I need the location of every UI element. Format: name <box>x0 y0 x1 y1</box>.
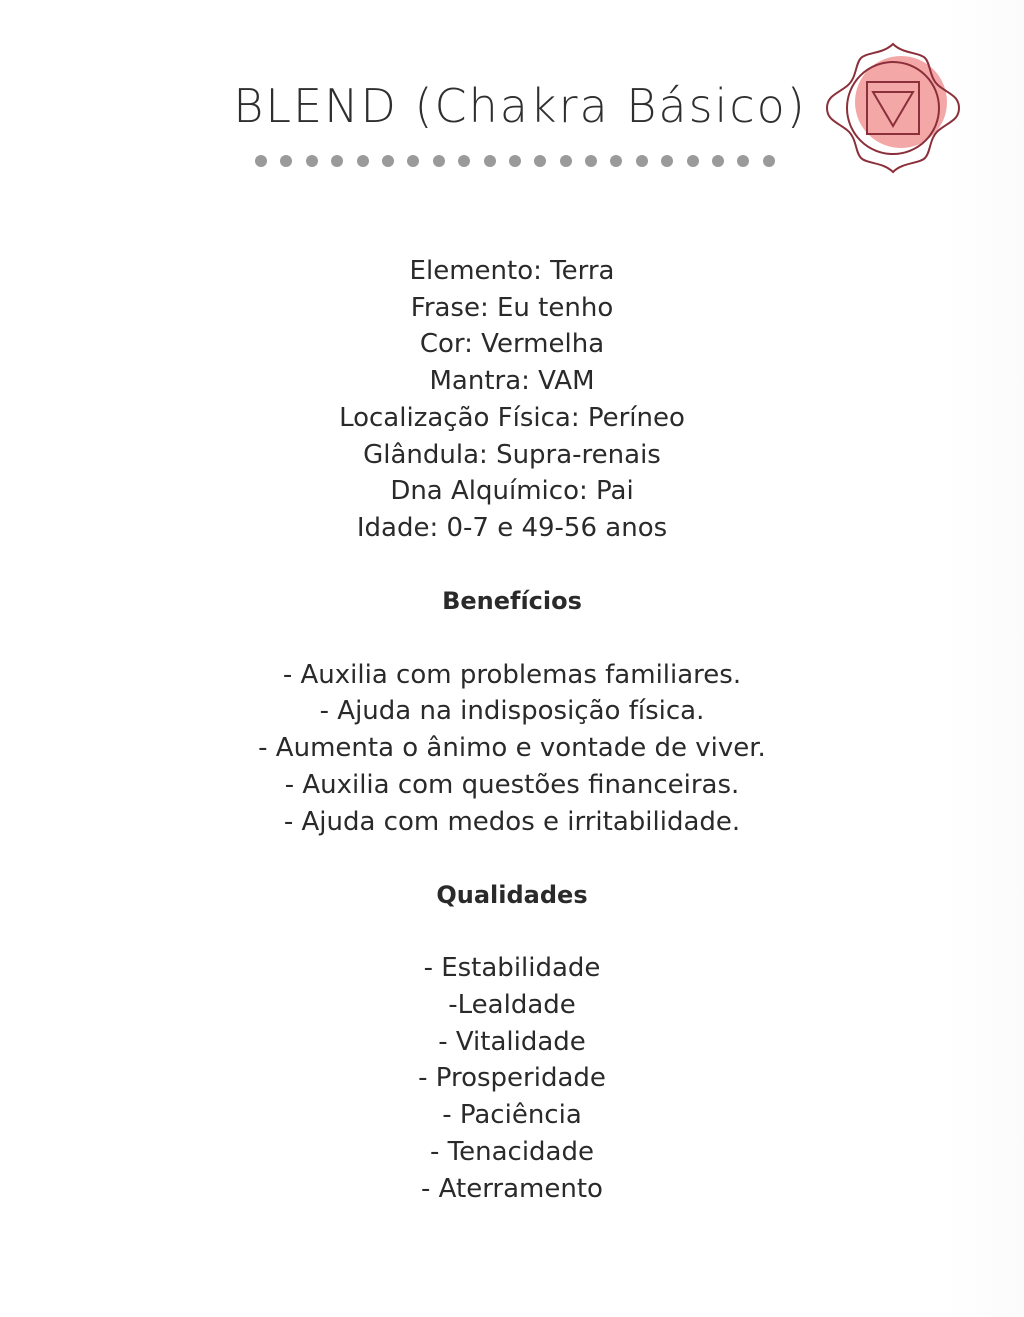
divider-dot <box>712 155 724 167</box>
info-mantra: Mantra: VAM <box>429 366 595 397</box>
root-chakra-icon <box>823 38 963 178</box>
beneficio-item: - Ajuda com medos e irritabilidade. <box>283 806 741 837</box>
divider-dot <box>484 155 496 167</box>
divider-dot <box>458 155 470 167</box>
qualidade-item: - Estabilidade <box>423 953 601 984</box>
info-dna: Dna Alquímico: Pai <box>390 476 634 507</box>
divider-dot <box>357 155 369 167</box>
divider-dot <box>560 155 572 167</box>
divider-dot <box>509 155 521 167</box>
divider-dot <box>255 155 267 167</box>
spacer <box>112 547 912 584</box>
qualidade-item: -Lealdade <box>448 990 576 1020</box>
info-elemento: Elemento: Terra <box>409 256 615 286</box>
divider-dot <box>636 155 648 167</box>
info-frase: Frase: Eu tenho <box>410 292 614 323</box>
divider-dot <box>433 155 445 167</box>
info-idade: Idade: 0-7 e 49-56 anos <box>356 512 668 543</box>
spacer <box>112 620 912 657</box>
info-glandula: Glândula: Supra-renais <box>363 439 661 470</box>
qualidade-item: - Paciência <box>442 1100 582 1131</box>
divider-dot <box>407 155 419 167</box>
spacer <box>112 840 912 877</box>
qualidade-item: - Vitalidade <box>438 1026 586 1057</box>
divider-dot <box>280 155 292 167</box>
divider-dot <box>763 155 775 167</box>
qualidades-heading: Qualidades <box>436 880 588 909</box>
chakra-info-block <box>112 253 912 1207</box>
divider-dot <box>737 155 749 167</box>
beneficio-item: - Aumenta o ânimo e vontade de viver. <box>258 733 766 764</box>
beneficio-item: - Auxilia com problemas familiares. <box>282 659 742 690</box>
divider-dot <box>331 155 343 167</box>
divider-dot <box>687 155 699 167</box>
beneficio-item: - Auxilia com questões financeiras. <box>284 769 740 800</box>
spacer <box>112 914 912 951</box>
qualidade-item: - Prosperidade <box>418 1063 606 1094</box>
divider-dot <box>661 155 673 167</box>
divider-dot <box>610 155 622 167</box>
page-edge-shade <box>944 0 1024 1317</box>
dotted-divider <box>255 154 775 168</box>
info-localizacao: Localização Física: Períneo <box>339 402 685 433</box>
info-cor: Cor: Vermelha <box>419 329 605 360</box>
divider-dot <box>534 155 546 167</box>
divider-dot <box>306 155 318 167</box>
page-title: BLEND (Chakra Básico) <box>233 79 807 133</box>
divider-dot <box>382 155 394 167</box>
qualidade-item: - Aterramento <box>421 1173 603 1204</box>
divider-dot <box>585 155 597 167</box>
qualidade-item: - Tenacidade <box>430 1136 594 1167</box>
beneficios-heading: Benefícios <box>442 587 582 616</box>
beneficio-item: - Ajuda na indisposição física. <box>319 696 705 727</box>
